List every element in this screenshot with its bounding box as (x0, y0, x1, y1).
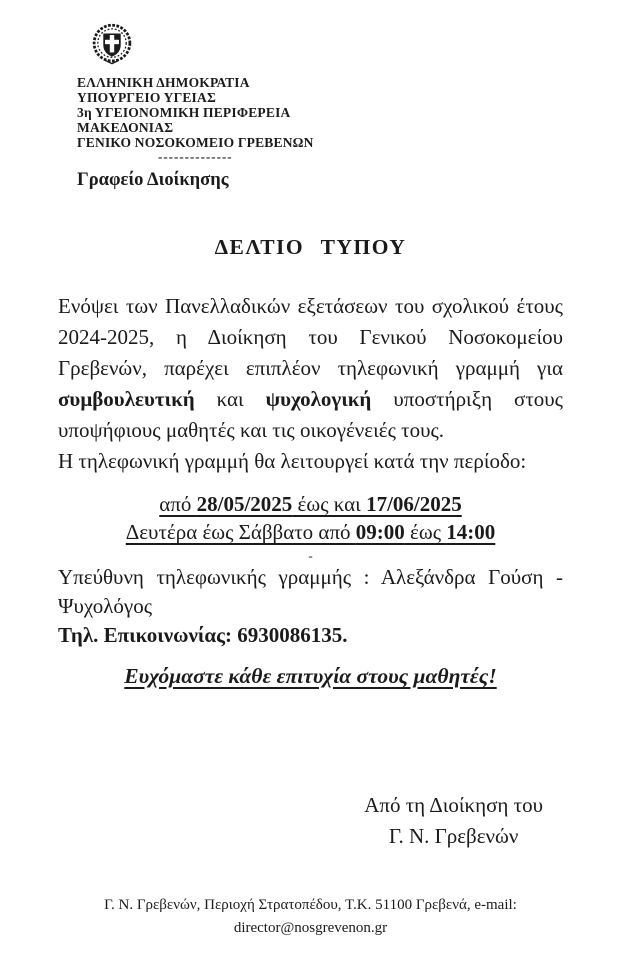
paragraph1-bold-counseling: συμβουλευτική (58, 387, 195, 411)
signature-line-administration: Από τη Διοίκηση του (364, 793, 543, 817)
schedule-date-from: 28/05/2025 (196, 492, 293, 516)
schedule-block (58, 490, 563, 546)
paragraph1-connector: και (194, 387, 266, 411)
schedule-hours-pre: Δευτέρα έως Σάββατο από (125, 520, 356, 544)
administration-office-label: Γραφείο Διοίκησης (77, 170, 229, 190)
letterhead (58, 20, 563, 191)
contact-phone: Τηλ. Επικοινωνίας: 6930086135. (58, 623, 348, 647)
greek-republic-emblem-icon (90, 20, 134, 68)
paragraph1-bold-psychological: ψυχολογική (265, 387, 372, 411)
schedule-date-to: 17/06/2025 (366, 492, 462, 516)
schedule-dates-pre: από (159, 492, 197, 516)
stray-scan-mark: - (308, 548, 313, 563)
letterhead-line-republic: ΕΛΛΗΝΙΚΗ ΔΗΜΟΚΡΑΤΙΑ (77, 75, 250, 90)
footer-email: director@nosgrevenon.gr (233, 920, 388, 936)
schedule-dates-line (58, 490, 563, 518)
schedule-hours-mid: έως (404, 520, 447, 544)
paragraph-period-intro: Η τηλεφωνική γραμμή θα λειτουργεί κατά την περίοδο: (58, 449, 527, 473)
letterhead-lines (77, 75, 563, 150)
signature-block (364, 790, 543, 852)
footer-address-line: Γ. Ν. Γρεβενών, Περιοχή Στρατοπέδου, Τ.Κ. 51100 Γρεβενά, e-mail: (104, 897, 517, 913)
letterhead-line-ministry: ΥΠΟΥΡΓΕΙΟ ΥΓΕΙΑΣ (77, 90, 216, 105)
footer-address (58, 894, 563, 940)
wish-text: Ευχόμαστε κάθε επιτυχία στους μαθητές! (124, 664, 497, 688)
paragraph1-tail: υποστήριξη στους υποψήφιους μαθητές και τις οικογένειές τους. (58, 387, 563, 442)
letterhead-line-health-region: 3η ΥΓΕΙΟΝΟΜΙΚΗ ΠΕΡΙΦΕΡΕΙΑ (77, 105, 291, 120)
letterhead-line-macedonia: ΜΑΚΕΔΟΝΙΑΣ (77, 120, 174, 135)
press-release-title: ΔΕΛΤΙΟ ΤΥΠΟΥ (214, 235, 407, 259)
wish-line (58, 663, 563, 690)
letterhead-line-hospital: ΓΕΝΙΚΟ ΝΟΣΟΚΟΜΕΙΟ ΓΡΕΒΕΝΩΝ (77, 135, 314, 150)
signature-line-hospital: Γ. Ν. Γρεβενών (388, 824, 519, 848)
paragraph-announcement (58, 291, 563, 446)
paragraph1-text: Ενόψει των Πανελλαδικών εξετάσεων του σχολικού έτους 2024-2025, η Διοίκηση του Γενικού Νοσοκομείου Γρεβενών, παρέχει επιπλέον τηλεφωνική γραμμή για (58, 294, 563, 380)
contact-responsible: Υπεύθυνη τηλεφωνικής γραμμής : Αλεξάνδρα Γούση - Ψυχολόγος (58, 565, 563, 618)
letterhead-divider: -------------- (158, 149, 233, 164)
schedule-hours-line (58, 518, 563, 546)
contact-block (58, 563, 563, 650)
schedule-time-to: 14:00 (446, 520, 496, 544)
schedule-dates-mid: έως και (292, 492, 367, 516)
body-text (58, 291, 563, 477)
schedule-time-from: 09:00 (355, 520, 405, 544)
